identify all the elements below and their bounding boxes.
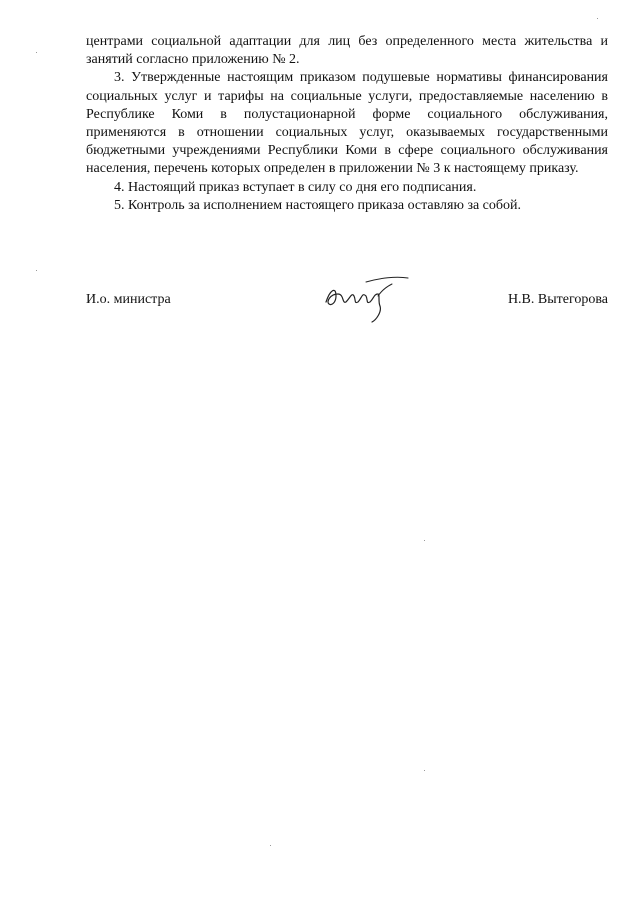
scan-speck bbox=[597, 18, 598, 19]
scan-speck bbox=[424, 540, 425, 541]
paragraph-2-continuation: центрами социальной адаптации для лиц без определенного места жительства и занятий согласно приложению № 2. bbox=[86, 34, 608, 68]
position-title: И.о. министра bbox=[86, 292, 171, 307]
scan-speck bbox=[270, 845, 271, 846]
signer-name: Н.В. Вытегорова bbox=[507, 292, 608, 307]
scan-speck bbox=[36, 270, 37, 271]
scan-speck bbox=[424, 770, 425, 771]
document-body bbox=[86, 33, 608, 215]
handwritten-signature bbox=[320, 272, 412, 324]
scan-speck bbox=[36, 52, 37, 53]
paragraph-5: 5. Контроль за исполнением настоящего приказа оставляю за собой. bbox=[114, 197, 522, 213]
paragraph-4: 4. Настоящий приказ вступает в силу со дня его подписания. bbox=[114, 179, 477, 195]
paragraph-3: 3. Утвержденные настоящим приказом подушевые нормативы финансирования социальных услуг и тарифы на социальные услуги, предоставляемые населению в Республике Коми в полустационарной форме социального обслуживания, применяются в отношении социальных услуг, оказываемых государственными бюджетными учреждениями Республики Коми в сфере социального обслуживания населения, перечень которых определен в приложении № 3 к настоящему приказу. bbox=[86, 70, 608, 177]
